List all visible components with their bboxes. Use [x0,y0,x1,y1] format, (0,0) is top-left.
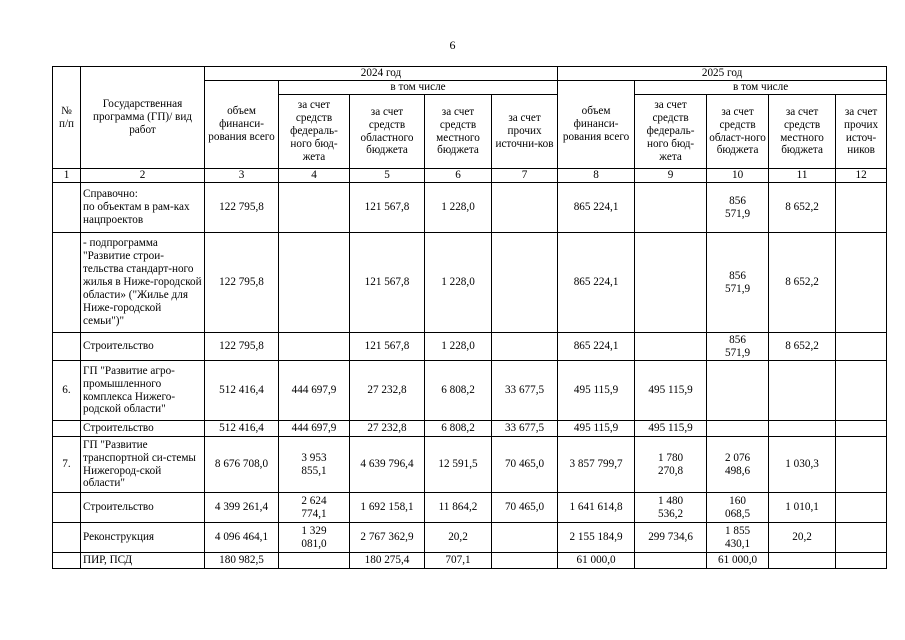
table-row [53,333,887,361]
cell-program-name: ПИР, ПСД [81,553,205,569]
header-regional-2024: за счет средств областного бюджета [350,95,425,169]
cell-value: 495 115,9 [635,361,707,421]
cell-value: 865 224,1 [558,233,635,333]
cell-number [53,421,81,437]
cell-value [492,553,558,569]
cell-value [635,553,707,569]
cell-value [836,333,887,361]
cell-number [53,553,81,569]
cell-value: 180 982,5 [205,553,279,569]
cell-value: 27 232,8 [350,421,425,437]
cell-value: 1 228,0 [425,333,492,361]
col-number: 12 [836,169,887,183]
header-federal-2024: за счет средств федераль-ного бюд-жета [279,95,350,169]
cell-value: 2 624 774,1 [279,493,350,523]
header-including-2025: в том числе [635,81,887,95]
header-total-2024: объем финанси-рования всего [205,81,279,169]
cell-value: 1 228,0 [425,233,492,333]
cell-value [836,421,887,437]
table-row [53,493,887,523]
cell-program-name: ГП "Развитие транспортной си-стемы Нижегород-ской области" [81,437,205,493]
cell-value: 33 677,5 [492,361,558,421]
cell-program-name: Справочно: по объектам в рам-ках нацпроектов [81,183,205,233]
cell-value [836,493,887,523]
table-body [53,183,887,569]
cell-value: 444 697,9 [279,361,350,421]
header-local-2025: за счет средств местного бюджета [769,95,836,169]
cell-number [53,333,81,361]
col-number: 7 [492,169,558,183]
cell-number: 6. [53,361,81,421]
cell-value: 4 639 796,4 [350,437,425,493]
cell-value [279,553,350,569]
cell-value: 512 416,4 [205,421,279,437]
cell-value: 4 399 261,4 [205,493,279,523]
cell-value: 1 480 536,2 [635,493,707,523]
cell-value: 121 567,8 [350,233,425,333]
cell-value [836,523,887,553]
cell-value: 70 465,0 [492,493,558,523]
cell-value [836,183,887,233]
cell-value: 495 115,9 [635,421,707,437]
cell-number: 7. [53,437,81,493]
header-federal-2025: за счет средств федераль-ного бюд-жета [635,95,707,169]
header-other-2024: за счет прочих источни-ков [492,95,558,169]
cell-number [53,183,81,233]
table-row [53,523,887,553]
cell-value: 6 808,2 [425,361,492,421]
cell-value: 27 232,8 [350,361,425,421]
col-number: 1 [53,169,81,183]
cell-value [635,183,707,233]
col-number: 11 [769,169,836,183]
table-row [53,233,887,333]
cell-value: 8 652,2 [769,183,836,233]
header-including-2024: в том числе [279,81,558,95]
cell-program-name: ГП "Развитие агро-промышленного комплекса Нижего-родской области" [81,361,205,421]
page-number: 6 [449,38,456,52]
cell-value: 1 228,0 [425,183,492,233]
cell-value: 122 795,8 [205,183,279,233]
cell-value [707,361,769,421]
cell-value: 1 692 158,1 [350,493,425,523]
cell-value [279,333,350,361]
cell-value [492,183,558,233]
table-row [53,183,887,233]
col-number: 6 [425,169,492,183]
cell-value: 6 808,2 [425,421,492,437]
col-number: 3 [205,169,279,183]
cell-value [492,233,558,333]
cell-value: 856 571,9 [707,183,769,233]
financing-table [52,66,887,569]
cell-value [279,183,350,233]
cell-value: 512 416,4 [205,361,279,421]
cell-value: 495 115,9 [558,421,635,437]
cell-program-name: - подпрограмма "Развитие строи-тельства стандарт-ного жилья в Ниже-городской области» ("Жилье для Ниже-городской семьи")" [81,233,205,333]
cell-value: 12 591,5 [425,437,492,493]
cell-value [279,233,350,333]
cell-value: 1 329 081,0 [279,523,350,553]
header-year-2025: 2025 год [558,67,887,81]
header-local-2024: за счет средств местного бюджета [425,95,492,169]
cell-value: 8 676 708,0 [205,437,279,493]
header-regional-2025: за счет средств облаcт-ного бюджета [707,95,769,169]
col-number: 2 [81,169,205,183]
cell-value: 33 677,5 [492,421,558,437]
col-number: 9 [635,169,707,183]
cell-value [769,421,836,437]
cell-value [836,553,887,569]
header-other-2025: за счет прочих источ-ников [836,95,887,169]
cell-value [635,333,707,361]
cell-value [769,553,836,569]
cell-value: 2 076 498,6 [707,437,769,493]
cell-value [492,333,558,361]
cell-value: 3 953 855,1 [279,437,350,493]
cell-value: 20,2 [769,523,836,553]
cell-value: 1 855 430,1 [707,523,769,553]
cell-value: 2 155 184,9 [558,523,635,553]
cell-value [707,421,769,437]
header-year-2024: 2024 год [205,67,558,81]
col-number: 10 [707,169,769,183]
cell-value [769,361,836,421]
cell-value: 11 864,2 [425,493,492,523]
cell-program-name: Реконструкция [81,523,205,553]
cell-value: 1 010,1 [769,493,836,523]
cell-value: 299 734,6 [635,523,707,553]
header-num: № п/п [53,67,81,169]
table-row [53,361,887,421]
cell-value [836,233,887,333]
cell-value: 1 641 614,8 [558,493,635,523]
cell-number [53,233,81,333]
col-number: 5 [350,169,425,183]
col-number: 8 [558,169,635,183]
cell-value: 707,1 [425,553,492,569]
cell-value [836,437,887,493]
cell-value [492,523,558,553]
cell-value: 444 697,9 [279,421,350,437]
cell-value: 3 857 799,7 [558,437,635,493]
cell-value: 865 224,1 [558,333,635,361]
cell-number [53,493,81,523]
cell-value: 20,2 [425,523,492,553]
cell-value: 1 780 270,8 [635,437,707,493]
cell-value [635,233,707,333]
cell-program-name: Строительство [81,333,205,361]
cell-value: 160 068,5 [707,493,769,523]
cell-value: 8 652,2 [769,233,836,333]
cell-value: 121 567,8 [350,333,425,361]
cell-value: 856 571,9 [707,333,769,361]
cell-value: 1 030,3 [769,437,836,493]
cell-value: 61 000,0 [558,553,635,569]
cell-value: 8 652,2 [769,333,836,361]
cell-value: 122 795,8 [205,333,279,361]
cell-value: 4 096 464,1 [205,523,279,553]
cell-value: 61 000,0 [707,553,769,569]
cell-program-name: Строительство [81,421,205,437]
cell-value: 180 275,4 [350,553,425,569]
header-program: Государственная программа (ГП)/ вид работ [81,67,205,169]
cell-value: 865 224,1 [558,183,635,233]
cell-value: 495 115,9 [558,361,635,421]
header-total-2025: объем финанси-рования всего [558,81,635,169]
cell-value: 70 465,0 [492,437,558,493]
table-row [53,553,887,569]
cell-value: 122 795,8 [205,233,279,333]
table-row [53,437,887,493]
col-number: 4 [279,169,350,183]
cell-value: 2 767 362,9 [350,523,425,553]
cell-value [836,361,887,421]
cell-value: 856 571,9 [707,233,769,333]
cell-value: 121 567,8 [350,183,425,233]
cell-number [53,523,81,553]
cell-program-name: Строительство [81,493,205,523]
table-row [53,421,887,437]
